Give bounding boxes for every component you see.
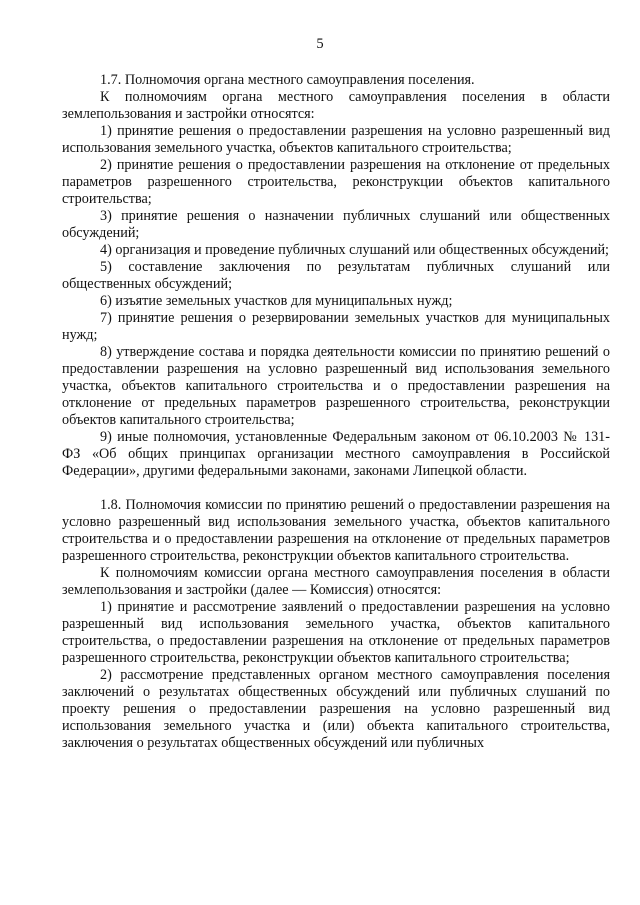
section-spacer [62, 480, 610, 497]
list-item: 9) иные полномочия, установленные Федеральным законом от 06.10.2003 № 131-ФЗ «Об общих принципах организации местного самоуправления в Российской Федерации», другими федеральными законами, законами Липецкой области. [62, 429, 610, 479]
list-item: 8) утверждение состава и порядка деятельности комиссии по принятию решений о предоставлении разрешения на условно разрешенный вид использования земельного участка, объектов капитального строительства и о предоставлении разрешения на отклонение от предельных параметров разрешенного строительства, реконструкции объектов капитального строительства; [62, 344, 610, 428]
list-item: 5) составление заключения по результатам публичных слушаний или общественных обсуждений; [62, 259, 610, 292]
list-item: 3) принятие решения о назначении публичных слушаний или общественных обсуждений; [62, 208, 610, 241]
list-item: 1) принятие решения о предоставлении разрешения на условно разрешенный вид использования земельного участка, объектов капитального строительства; [62, 123, 610, 156]
list-item: 1) принятие и рассмотрение заявлений о предоставлении разрешения на условно разрешенный вид использования земельного участка, объектов капитального строительства, о предоставлении разрешения на отклонение от предельных параметров разрешенного строительства, реконструкции объектов капитального строительства; [62, 599, 610, 666]
section-heading-1-7: 1.7. Полномочия органа местного самоуправления поселения. [100, 72, 475, 88]
list-item: 2) рассмотрение представленных органом местного самоуправления поселения заключений о результатах общественных обсуждений или публичных слушаний по проекту решения о предоставлении разрешения на условно разрешенный вид использования земельного участка и (или) объекта капитального строительства, заключения о результатах общественных обсуждений или публичных [62, 667, 610, 751]
paragraph: К полномочиям органа местного самоуправления поселения в области землепользования и застройки относятся: [62, 89, 610, 122]
document-body [62, 72, 610, 752]
list-item: 4) организация и проведение публичных слушаний или общественных обсуждений; [100, 242, 609, 258]
page-number: 5 [316, 36, 324, 52]
paragraph: К полномочиям комиссии органа местного самоуправления поселения в области землепользования и застройки (далее — Комиссия) относятся: [62, 565, 610, 598]
section-heading-1-8: 1.8. Полномочия комиссии по принятию решений о предоставлении разрешения на условно разрешенный вид использования земельного участка, объектов капитального строительства и о предоставлении разрешения на отклонение от предельных параметров разрешенного строительства, реконструкции объектов капитального строительства. [62, 497, 610, 564]
list-item: 7) принятие решения о резервировании земельных участков для муниципальных нужд; [62, 310, 610, 343]
list-item: 2) принятие решения о предоставлении разрешения на отклонение от предельных параметров разрешенного строительства, реконструкции объектов капитального строительства; [62, 157, 610, 207]
list-item: 6) изъятие земельных участков для муниципальных нужд; [100, 293, 453, 309]
